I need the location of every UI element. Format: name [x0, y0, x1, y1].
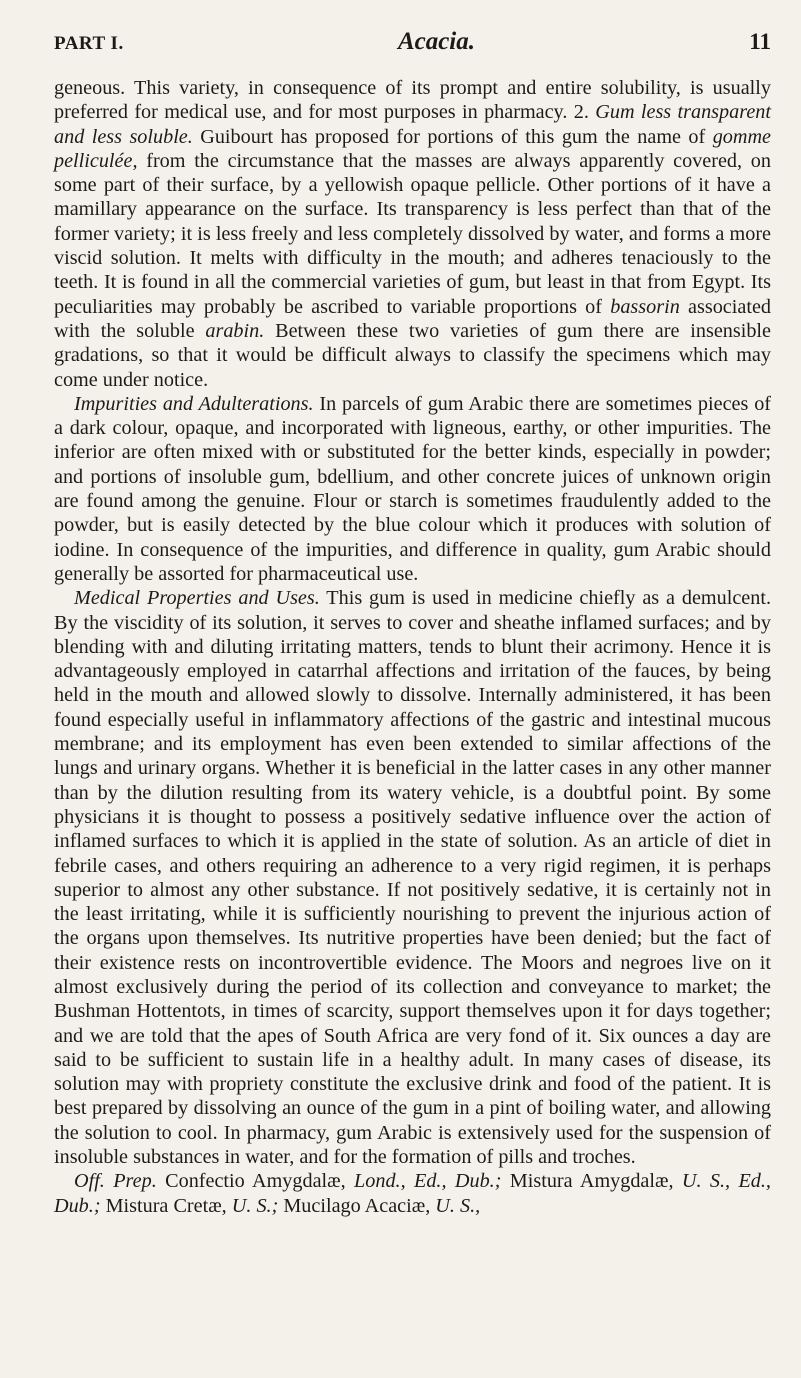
- body-text: [54, 76, 771, 1218]
- italic-text: Medical Properties and Uses.: [74, 587, 320, 610]
- paragraph: [54, 76, 771, 392]
- part-label: PART I.: [54, 33, 124, 54]
- paragraph: [54, 1169, 771, 1218]
- running-title: Acacia.: [397, 28, 476, 55]
- text-run: This gum is used in medicine chiefly as a demulcent. By the viscidity of its solution, it serves to cover and sheathe inflamed surfaces; and by blending with and diluting irritating matters, tends to blunt their acrimony. Hence it is advantageously employed in catarrhal affections and irritation of the fauces, by being held in the mouth and allowed slowly to dissolve. Internally administered, it has been found especially useful in inflammatory affections of the gastric and intestinal mucous membrane; and its employment has even been extended to similar affections of the lungs and urinary organs. Whether it is beneficial in the latter cases in any other manner than by the dilution resulting from its watery vehicle, is a doubtful point. By some physicians it is thought to possess a positively sedative influence over the action of inflamed surfaces to which it is applied in the state of solution. As an article of diet in febrile cases, and others requiring an adherence to a very rigid regimen, it is perhaps superior to almost any other substance. If not positively sedative, it is certainly not in the least irritating, while it is sufficiently nourishing to prevent the injurious action of the organs upon themselves. Its nutritive properties have been denied; but the fact of their existence rests on incontrovertible evidence. The Moors and negroes live on it almost exclusively during the period of its collection and conveyance to market; the Bushman Hottentots, in times of scarcity, support themselves upon it for days together; and we are told that the apes of South Africa are very fond of it. Six ounces a day are said to be sufficient to sustain life in a healthy adult. In many cases of disease, its solution may with propriety constitute the exclusive drink and food of the patient. It is best prepared by dissolving an ounce of the gum in a pint of boiling water, and allowing the solution to cool. In pharmacy, gum Arabic is extensively used for the suspension of insoluble substances in water, and for the formation of pills and troches.: [54, 587, 771, 1169]
- italic-text: U. S.;: [231, 1194, 279, 1217]
- italic-text: bassorin: [610, 295, 680, 318]
- text-run: associated with the soluble: [54, 295, 771, 342]
- text-run: Guibourt has proposed for portions of this gum the name of: [192, 125, 713, 148]
- text-run: Mucilago Acaciæ,: [278, 1194, 436, 1217]
- text-run: geneous. This variety, in consequence of its prompt and entire solubility, is usually preferred for medical use, and for most purposes in pharmacy. 2.: [54, 77, 771, 124]
- italic-text: Lond., Ed., Dub.;: [354, 1170, 502, 1193]
- italic-text: gomme pelliculée,: [54, 125, 771, 172]
- text-run: Mistura Amygdalæ,: [501, 1170, 682, 1193]
- italic-text: arabin.: [205, 319, 265, 342]
- text-run: from the circumstance that the masses are always apparently covered, on some part of their surface, by a yellowish opaque pellicle. Other portions of it have a mamillary appearance on the surface. Its transparency is less perfect than that of the former variety; it is less freely and less completely dissolved by water, and forms a more viscid solution. It melts with difficulty in the mouth; and adheres tenaciously to the teeth. It is found in all the commercial varieties of gum, but least in that from Egypt. Its peculiarities may probably be ascribed to variable proportions of: [54, 149, 771, 318]
- text-run: Confectio Amygdalæ,: [156, 1170, 355, 1193]
- italic-text: U. S., Ed., Dub.;: [54, 1170, 771, 1217]
- paragraph: [54, 392, 771, 586]
- italic-text: U. S.,: [435, 1194, 481, 1217]
- running-header: [54, 28, 771, 58]
- italic-text: Off. Prep.: [74, 1170, 157, 1193]
- text-run: Between these two varieties of gum there are insensible gradations, so that it would be difficult always to classify the specimens which may come under notice.: [54, 319, 772, 391]
- italic-text: Impurities and Adulterations.: [74, 392, 314, 415]
- page-number: 11: [749, 29, 771, 54]
- text-run: Mistura Cretæ,: [100, 1194, 232, 1217]
- paragraph: [54, 586, 771, 1169]
- italic-text: Gum less transparent and less soluble.: [54, 101, 771, 148]
- text-run: In parcels of gum Arabic there are sometimes pieces of a dark colour, opaque, and incorporated with ligneous, earthy, or other impurities. The inferior are often mixed with or substituted for the better kinds, especially in powder; and portions of insoluble gum, bdellium, and other concrete juices of unknown origin are found among the genuine. Flour or starch is sometimes fraudulently added to the powder, but is easily detected by the blue colour which it produces with solution of iodine. In consequence of the impurities, and difference in quality, gum Arabic should generally be assorted for pharmaceutical use.: [54, 392, 772, 585]
